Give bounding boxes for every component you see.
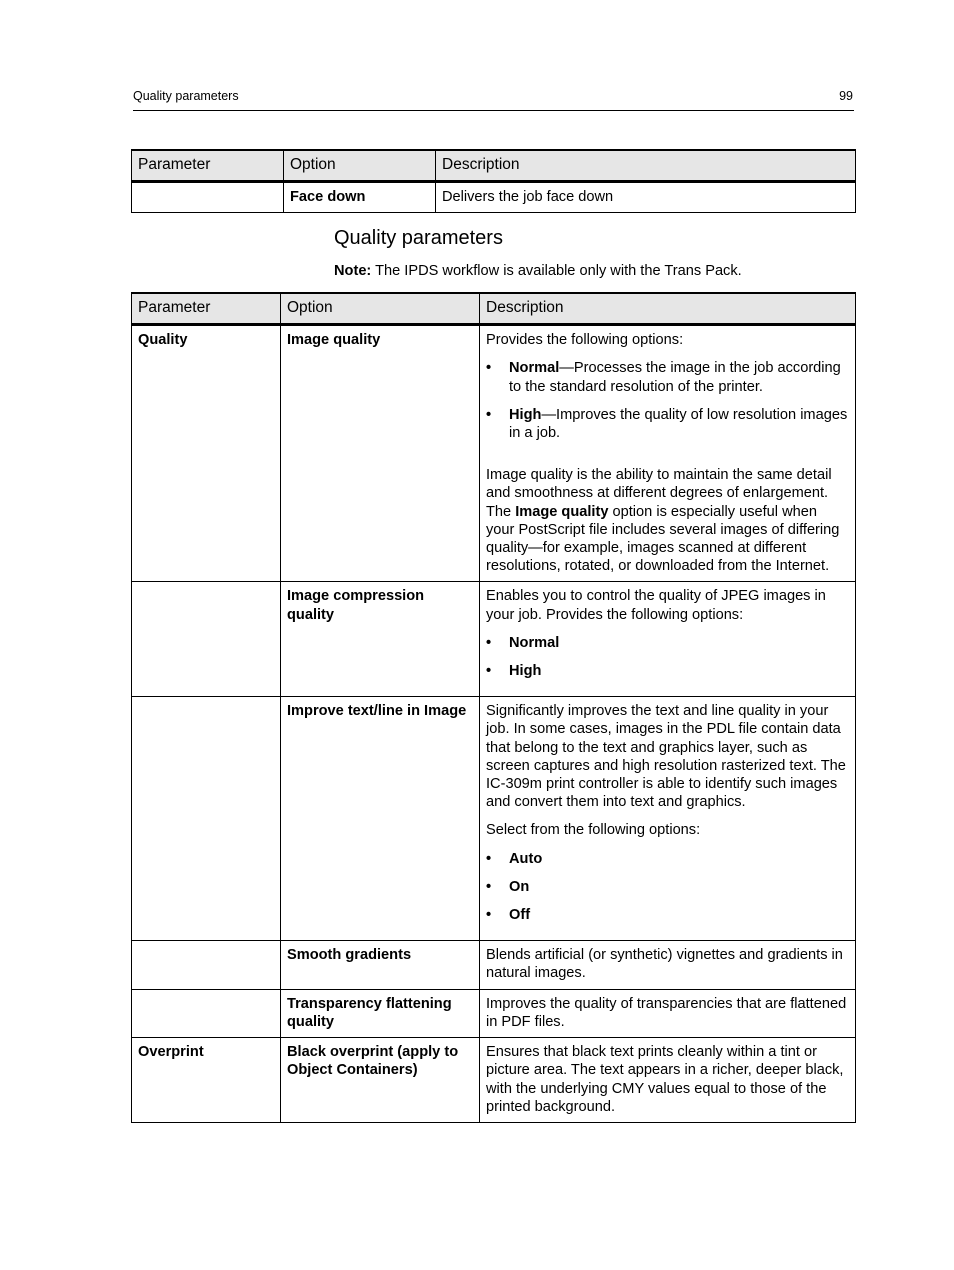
list-item [486, 906, 849, 924]
column-header-description: Description [480, 293, 856, 325]
option-text: —Improves the quality of low resolution images in a job. [509, 406, 848, 442]
note [334, 262, 742, 280]
table-row [132, 182, 856, 213]
quality-parameters-table [131, 292, 856, 1123]
description-paragraph [486, 466, 849, 575]
option-term: Auto [509, 850, 543, 867]
table-row [132, 989, 856, 1037]
list-item [486, 878, 849, 896]
table-row [132, 325, 856, 582]
option-cell: Image compression quality [281, 582, 480, 697]
note-label: Note: [334, 263, 372, 279]
description-cell [480, 325, 856, 582]
list-item [486, 850, 849, 868]
note-text: The IPDS workflow is available only with the Trans Pack. [371, 263, 742, 279]
paragraph-text: option is especially useful when your PostScript file includes several images of differing quality—for example, images scanned at different resolutions, rotated, or downloaded from the Internet. [486, 503, 840, 575]
table-header-row [132, 293, 856, 325]
option-term: High [509, 406, 542, 423]
option-list [486, 634, 849, 680]
option-cell: Smooth gradients [281, 941, 480, 989]
face-down-table [131, 149, 856, 213]
description-intro: Provides the following options: [486, 332, 684, 349]
option-cell: Black overprint (apply to Object Containers) [281, 1038, 480, 1123]
paragraph-bold-term: Image quality [515, 503, 609, 520]
parameter-cell: Overprint [132, 1038, 281, 1123]
parameter-cell: Quality [132, 325, 281, 582]
description-select-text: Select from the following options: [486, 822, 701, 839]
option-list [486, 850, 849, 925]
option-term: On [509, 878, 530, 895]
parameter-cell [132, 182, 284, 213]
option-term: Off [509, 907, 531, 924]
table-row [132, 1038, 856, 1123]
column-header-option: Option [284, 150, 436, 182]
parameter-cell [132, 941, 281, 989]
option-term: Normal [509, 360, 560, 377]
option-text: —Processes the image in the job according to the standard resolution of the printer. [509, 360, 841, 395]
parameter-cell [132, 989, 281, 1037]
list-item [486, 359, 849, 395]
table-row [132, 941, 856, 989]
page-number: 99 [839, 89, 853, 103]
description-intro: Significantly improves the text and line quality in your job. In some cases, images in the PDL file contain data that belong to the text and graphics layer, such as screen captures and high resolution rasterized text. The IC-309m print controller is able to identify such images and convert them into text and graphics. [486, 703, 846, 811]
description-cell: Improves the quality of transparencies that are flattened in PDF files. [480, 989, 856, 1037]
parameter-cell [132, 697, 281, 941]
description-cell: Blends artificial (or synthetic) vignettes and gradients in natural images. [480, 941, 856, 989]
option-term: High [509, 663, 542, 680]
section-heading: Quality parameters [334, 227, 503, 249]
page-header [133, 88, 854, 111]
description-cell [480, 697, 856, 941]
table-row [132, 697, 856, 941]
description-cell: Delivers the job face down [436, 182, 856, 213]
header-section-title: Quality parameters [133, 89, 239, 103]
option-cell: Transparency flattening quality [281, 989, 480, 1037]
column-header-description: Description [436, 150, 856, 182]
option-cell: Improve text/line in Image [281, 697, 480, 941]
parameter-cell [132, 582, 281, 697]
description-cell [480, 582, 856, 697]
column-header-parameter: Parameter [132, 150, 284, 182]
list-item [486, 634, 849, 652]
table-row [132, 582, 856, 697]
description-cell: Ensures that black text prints cleanly within a tint or picture area. The text appears in a richer, deeper black, with the underlying CMY values equal to those of the printed background. [480, 1038, 856, 1123]
option-list [486, 359, 849, 442]
option-cell: Image quality [281, 325, 480, 582]
table-header-row [132, 150, 856, 182]
list-item [486, 662, 849, 680]
column-header-option: Option [281, 293, 480, 325]
description-intro: Enables you to control the quality of JPEG images in your job. Provides the following options: [486, 588, 826, 623]
list-item [486, 406, 849, 442]
option-cell: Face down [284, 182, 436, 213]
option-term: Normal [509, 634, 560, 651]
paragraph-text: Image quality is the ability to maintain the same detail and smoothness at different degrees of enlargement. The [486, 467, 832, 520]
column-header-parameter: Parameter [132, 293, 281, 325]
